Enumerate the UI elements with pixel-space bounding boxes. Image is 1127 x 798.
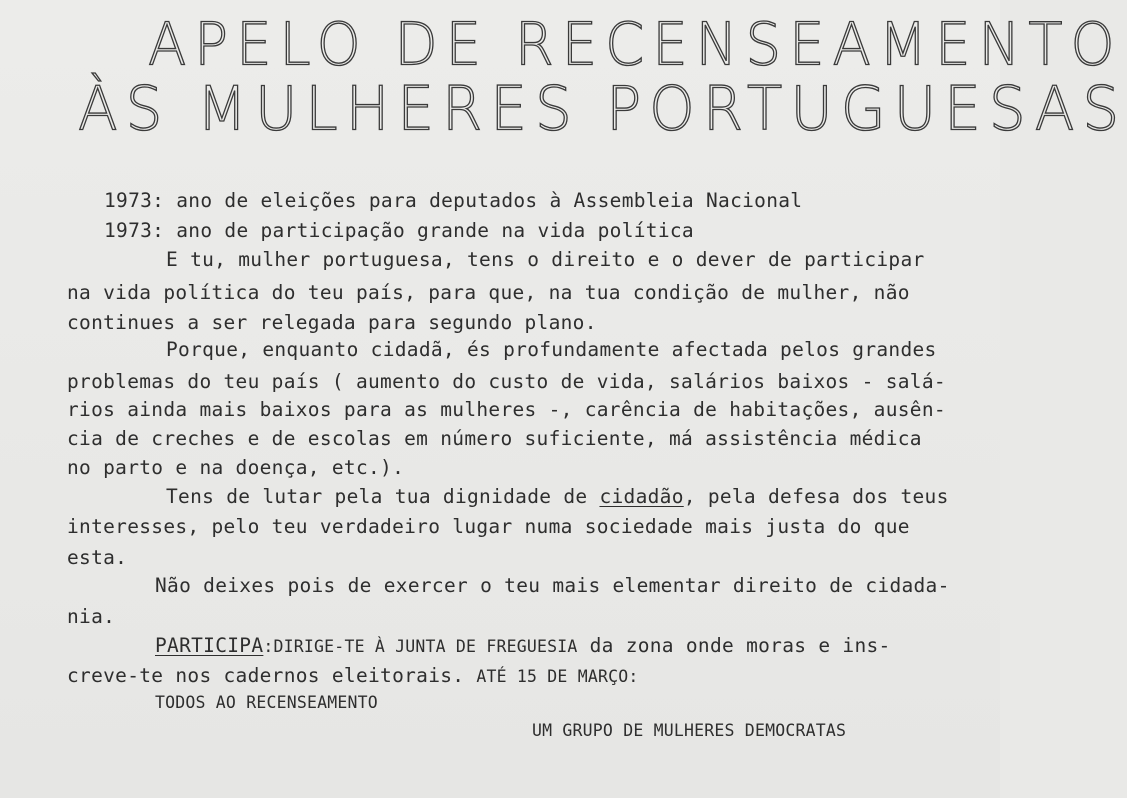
- text-line-3: E tu, mulher portuguesa, tens o direito e o dever de participar: [166, 248, 925, 271]
- text-line-10: no parto e na doença, etc.).: [67, 456, 405, 479]
- underlined-cidadao: cidadão: [599, 485, 684, 508]
- signature: UM GRUPO DE MULHERES DEMOCRATAS: [532, 721, 847, 740]
- text-line-17: [67, 666, 639, 686]
- text-line-17-start: creve-te nos cadernos eleitorais.: [67, 664, 477, 687]
- text-line-4: na vida política do teu país, para que, na tua condição de mulher, não: [67, 281, 910, 304]
- text-line-6: Porque, enquanto cidadã, és profundamente afectada pelos grandes: [166, 338, 937, 361]
- slogan: TODOS AO RECENSEAMENTO: [155, 693, 378, 712]
- text-line-11: [166, 487, 949, 507]
- text-line-1: 1973: ano de eleições para deputados à Assembleia Nacional: [104, 189, 803, 212]
- text-line-8: rios ainda mais baixos para as mulheres -, carência de habitações, ausên-: [67, 398, 946, 421]
- text-line-16-end: da zona onde moras e ins-: [577, 634, 891, 657]
- deadline-text: ATÉ 15 DE MARÇO:: [476, 667, 639, 686]
- text-line-9: cia de creches e de escolas em número suficiente, má assistência médica: [67, 427, 922, 450]
- text-line-14: Não deixes pois de exercer o teu mais elementar direito de cidada-: [155, 574, 950, 597]
- title-line-1: APELO DE RECENSEAMENTO: [148, 10, 1123, 79]
- text-line-13: esta.: [67, 546, 128, 569]
- text-line-5: continues a ser relegada para segundo plano.: [67, 311, 597, 334]
- participa-label: PARTICIPA: [155, 634, 264, 657]
- text-line-11-end: , pela defesa dos teus: [683, 485, 949, 508]
- dirige-te-label: :DIRIGE-TE À JUNTA DE FREGUESIA: [263, 637, 578, 656]
- text-line-11-start: Tens de lutar pela tua dignidade de: [166, 485, 600, 508]
- text-line-2: 1973: ano de participação grande na vida política: [104, 219, 694, 242]
- text-line-15: nia.: [67, 605, 116, 628]
- text-line-7: problemas do teu país ( aumento do custo de vida, salários baixos - salá-: [67, 370, 946, 393]
- text-line-12: interesses, pelo teu verdadeiro lugar numa sociedade mais justa do que: [67, 515, 910, 538]
- text-line-16: [155, 636, 891, 656]
- title-line-2: ÀS MULHERES PORTUGUESAS: [78, 72, 1127, 145]
